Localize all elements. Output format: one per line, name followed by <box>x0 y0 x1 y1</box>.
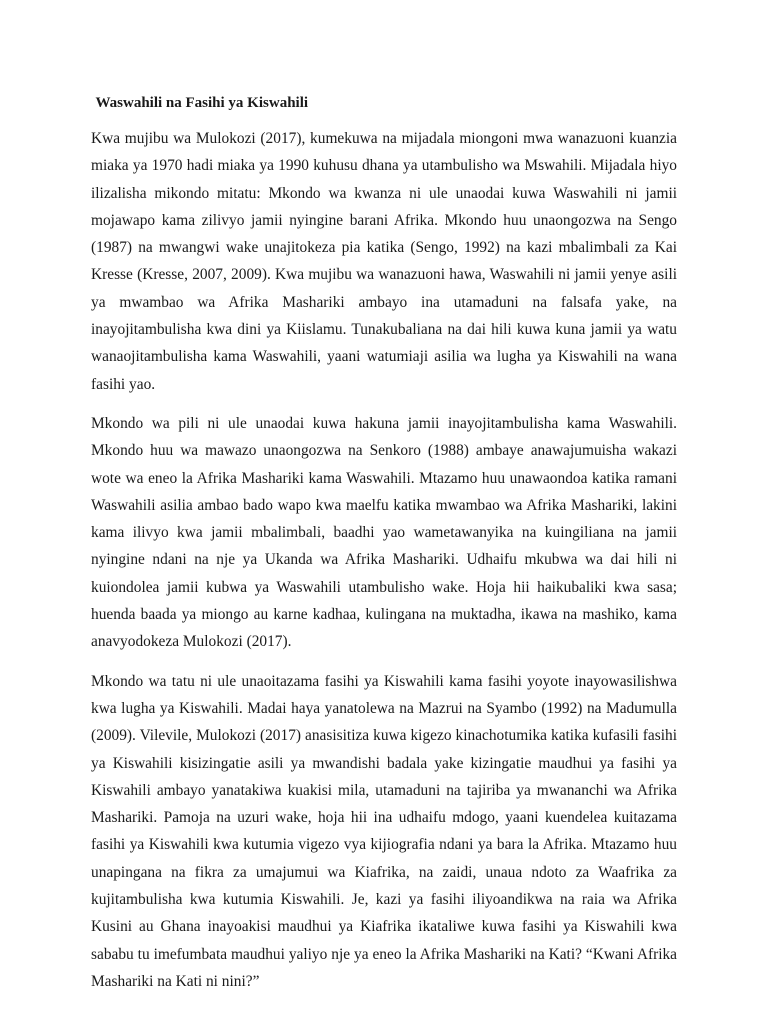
paragraph-3: Mkondo wa tatu ni ule unaoitazama fasihi ya Kiswahili kama fasihi yoyote inayowasilishwa kwa lugha ya Kiswahili. Madai haya yanatolewa na Mazrui na Syambo (1992) na Madumulla (2009). Vilevile, Mulokozi (2017) anasisitiza kuwa kigezo kinachotumika katika kufasili fasihi ya Kiswahili kisizingatie asili ya mwandishi badala yake kizingatie maudhui ya fasihi ya Kiswahili ambayo yanatakiwa kuakisi mila, utamaduni na tajiriba ya mwananchi wa Afrika Mashariki. Pamoja na uzuri wake, hoja hii ina udhaifu mdogo, yaani kuendelea kuitazama fasihi ya Kiswahili kwa kutumia vigezo vya kijiografia ndani ya bara la Afrika. Mtazamo huu unapingana na fikra za umajumui wa Kiafrika, na zaidi, unaua ndoto za Waafrika za kujitambulisha kwa kutumia Kiswahili. Je, kazi ya fasihi iliyoandikwa na raia wa Afrika Kusini au Ghana inayoakisi maudhui ya Kiafrika ikataliwe kuwa fasihi ya Kiswahili kwa sababu tu imefumbata maudhui yaliyo nje ya eneo la Afrika Mashariki na Kati? “Kwani Afrika Mashariki na Kati ni nini?” <box>91 672 677 990</box>
document-body <box>91 125 677 1007</box>
paragraph-2: Mkondo wa pili ni ule unaodai kuwa hakuna jamii inayojitambulisha kama Waswahili. Mkondo huu wa mawazo unaongozwa na Senkoro (1988) ambaye anawajumuisha wakazi wote wa eneo la Afrika Mashariki kama Waswahili. Mtazamo huu unawaondoa katika ramani Waswahili asilia ambao bado wapo kwa maelfu katika mwambao wa Afrika Mashariki, lakini kama ilivyo kwa jamii mbalimbali, baadhi yao wametawanyika na kuingiliana na jamii nyingine ndani na nje ya Ukanda wa Afrika Mashariki. Udhaifu mkubwa wa dai hili ni kuiondolea jamii kubwa ya Waswahili utambulisho wake. Hoja hii haikubaliki kwa sasa; huenda baada ya miongo au karne kadhaa, kulingana na muktadha, ikawa na mashiko, kama anavyodokeza Mulokozi (2017). <box>91 414 677 651</box>
document-title: Waswahili na Fasihi ya Kiswahili <box>92 95 309 111</box>
paragraph-1: Kwa mujibu wa Mulokozi (2017), kumekuwa na mijadala miongoni mwa wanazuoni kuanzia miaka ya 1970 hadi miaka ya 1990 kuhusu dhana ya utambulisho wa Mswahili. Mijadala hiyo ilizalisha mikondo mitatu: Mkondo wa kwanza ni ule unaodai kuwa Waswahili ni jamii mojawapo kama zilivyo jamii nyingine barani Afrika. Mkondo huu unaongozwa na Sengo (1987) na mwangwi wake unajitokeza pia katika (Sengo, 1992) na kazi mbalimbali za Kai Kresse (Kresse, 2007, 2009). Kwa mujibu wa wanazuoni hawa, Waswahili ni jamii yenye asili ya mwambao wa Afrika Mashariki ambayo ina utamaduni na falsafa yake, na inayojitambulisha kwa dini ya Kiislamu. Tunakubaliana na dai hili kuwa kuna jamii ya watu wanaojitambulisha kama Waswahili, yaani watumiaji asilia wa lugha ya Kiswahili na wana fasihi yao. <box>91 130 677 393</box>
